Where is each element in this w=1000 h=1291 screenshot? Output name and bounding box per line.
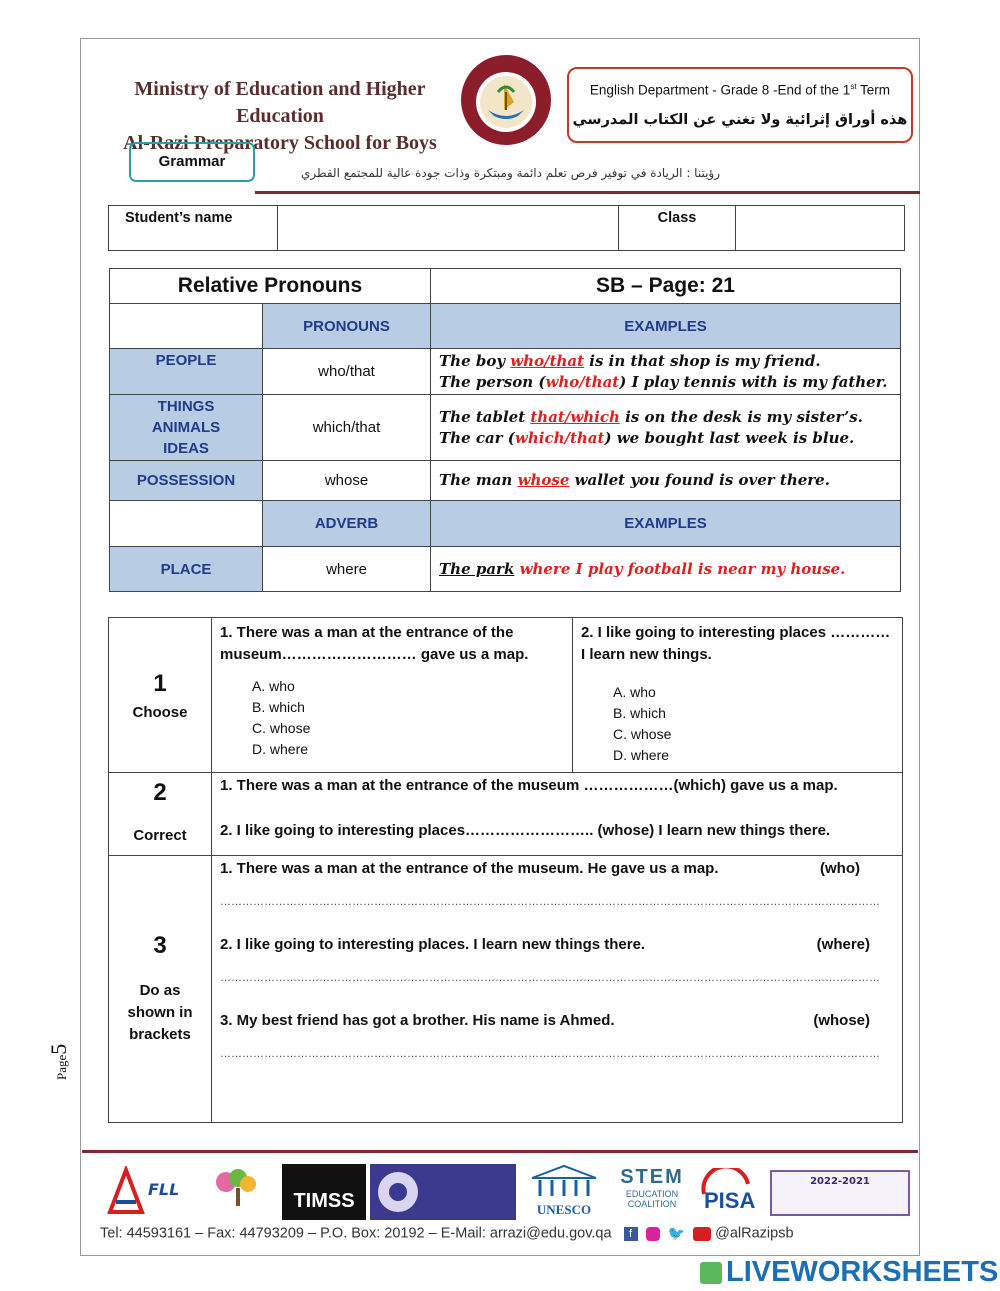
relative-pronouns-table [109,268,901,592]
answer-line-1[interactable]: ……………………………………………………………………………………………………………………………………………………………… [220,896,880,908]
examples-header: EXAMPLES [431,304,901,349]
tree-logo [204,1166,274,1218]
student-name-field[interactable] [278,206,619,251]
exercise-3-label: 3 Do as shown in brackets [109,856,212,1123]
exercise-1-question-2: 2. I like going to interesting places ………… I learn new things. A. who B. which C. whose D. where [573,618,903,773]
timss-logo: TIMSS [282,1164,366,1220]
page-reference: SB – Page: 21 [431,269,901,304]
liveworksheets-watermark: LIVEWORKSHEETS [700,1256,998,1289]
exercise-2-questions [212,773,903,856]
option-b[interactable]: B. which [613,705,666,721]
option-d[interactable]: D. where [252,741,309,757]
possession-example: The man whose wallet you found is over there. [431,461,901,501]
partner-logos [106,1164,910,1222]
answer-line-2[interactable]: ……………………………………………………………………………………………………………………………………………………………… [220,972,880,984]
pisa-logo: PISA [696,1168,764,1220]
hint-whose: (whose) [813,1012,870,1029]
answer-line-3[interactable]: ……………………………………………………………………………………………………………………………………………………………… [220,1048,880,1060]
facebook-icon[interactable]: f [624,1227,638,1241]
option-a[interactable]: A. who [613,684,656,700]
student-info-table [108,205,905,251]
option-a[interactable]: A. who [252,678,295,694]
youtube-icon[interactable] [693,1227,711,1241]
option-c[interactable]: C. whose [252,720,311,736]
adverb-where: where [263,547,431,592]
footer-divider [82,1150,918,1153]
pronouns-header: PRONOUNS [263,304,431,349]
things-examples: The tablet that/which is on the desk is my sister’s. The car (which/that) we bought last week is blue. [431,395,901,461]
category-place: PLACE [110,547,263,592]
arabic-notice: هذه أوراق إثرائية ولا تغني عن الكتاب المدرسي [572,112,908,128]
q2-options [581,682,894,766]
reference-title: Relative Pronouns [110,269,431,304]
class-field[interactable] [736,206,905,251]
option-d[interactable]: D. where [613,747,670,763]
combine-question-1: 1. There was a man at the entrance of the museum. He gave us a map. [220,860,719,877]
tree-icon [204,1166,274,1218]
combine-question-3: 3. My best friend has got a brother. His name is Ahmed. [220,1012,615,1029]
class-label: Class [619,206,736,251]
stem-logo: STEM EDUCATION COALITION [620,1166,684,1209]
adverb-header: ADVERB [263,501,431,547]
school-name: Al-Razi Preparatory School for Boys [123,132,437,154]
grammar-badge: Grammar [129,142,255,182]
liveworksheets-icon [700,1262,722,1284]
hint-where: (where) [816,936,870,953]
fll-icon [106,1166,146,1216]
category-things: THINGS ANIMALS IDEAS [110,395,263,461]
student-name-label: Student’s name [109,206,278,251]
hint-who: (who) [820,860,860,877]
combine-question-2: 2. I like going to interesting places. I learn new things there. [220,936,646,953]
footer-contact [100,1225,930,1242]
department-box [567,67,913,143]
department-info: English Department - Grade 8 -End of the 1st Term [589,82,891,98]
pronoun-whose: whose [263,461,431,501]
ministry-line-1: Ministry of Education and Higher Education [134,78,426,127]
pronoun-who-that: who/that [263,349,431,395]
exercise-1-label: 1 Choose [109,618,212,773]
q1-options [220,676,564,760]
school-vision: رؤيتنا : الريادة في توفير فرص تعلم دائمة ومبتكرة وذات جودة عالية للمجتمع القطري [300,166,720,180]
qatar-emblem-icon [458,52,554,148]
instagram-icon[interactable] [646,1227,660,1241]
option-c[interactable]: C. whose [613,726,672,742]
category-people: PEOPLE [110,349,263,395]
option-b[interactable]: B. which [252,699,305,715]
correct-question-1: 1. There was a man at the entrance of the museum ………………(which) gave us a map. [220,777,838,794]
correct-question-2: 2. I like going to interesting places…………………….. (whose) I learn new things there. [220,822,831,839]
exercises-table [108,617,903,1123]
examples-header-2: EXAMPLES [431,501,901,547]
award-logo [370,1164,516,1220]
exercise-2-label: 2 Correct [109,773,212,856]
accreditation-stamp: 2022-2021 [770,1170,910,1216]
exercise-3-questions [212,856,903,1123]
contact-info: Tel: 44593161 – Fax: 44793209 – P.O. Box: 20192 – E-Mail: arrazi@edu.gov.qa [100,1225,612,1242]
pronoun-which-that: which/that [263,395,431,461]
place-example: The park where I play football is near my house. [431,547,901,592]
unesco-temple-icon [526,1164,602,1198]
social-handle: @alRazipsb [715,1225,794,1242]
category-possession: POSSESSION [110,461,263,501]
twitter-icon[interactable]: 🐦 [667,1225,686,1241]
page-number: Page5 [46,1043,71,1080]
award-icon [370,1164,516,1220]
header-divider [255,191,920,194]
fll-logo: FLL [106,1166,198,1218]
unesco-logo: UNESCO [526,1164,602,1220]
exercise-1-question-1: 1. There was a man at the entrance of the museum……………………… gave us a map. A. who B. which C. whose D. where [212,618,573,773]
people-examples: The boy who/that is in that shop is my friend. The person (who/that) I play tennis with is my father. [431,349,901,395]
